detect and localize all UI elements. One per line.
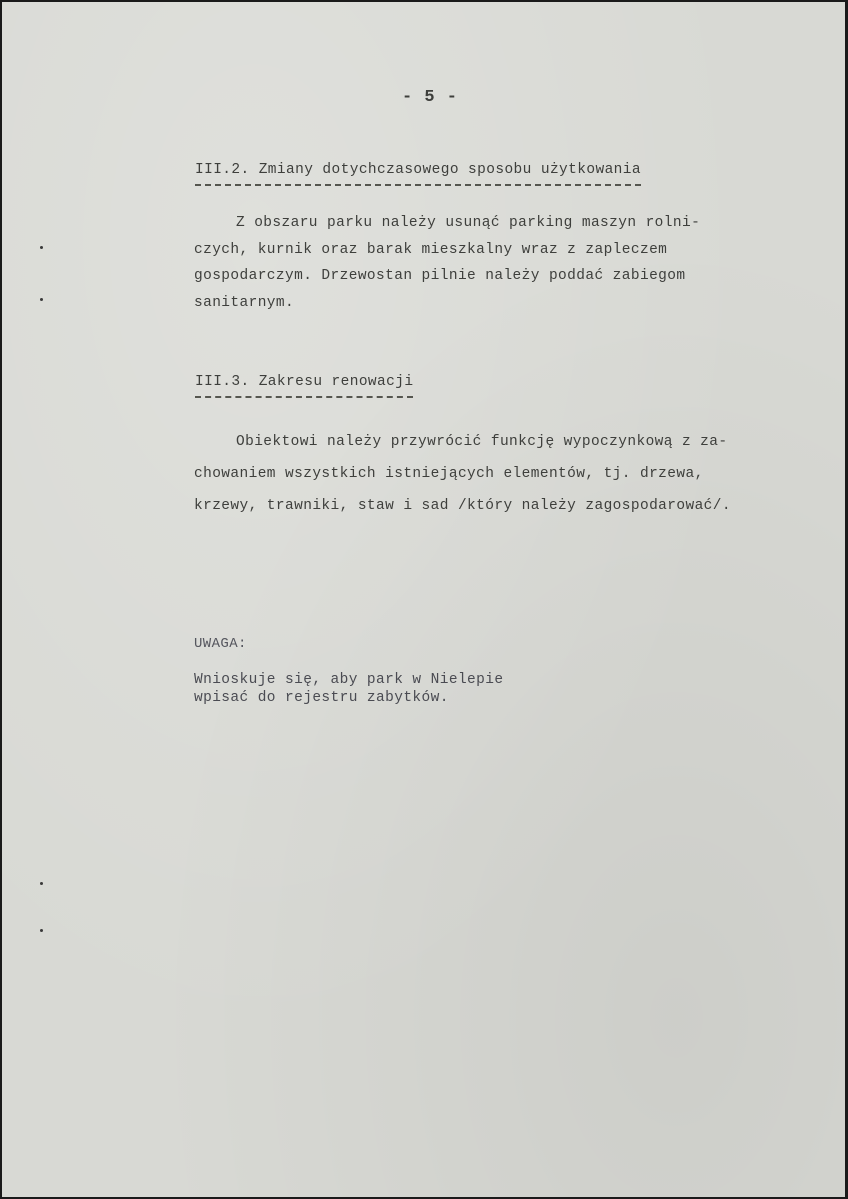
note-line: Wnioskuje się, aby park w Nielepie <box>194 672 504 688</box>
body-line: sanitarnym. <box>194 294 295 311</box>
punch-mark <box>40 246 43 249</box>
section-body-iii-2 <box>194 210 804 316</box>
body-line: Obiektowi należy przywrócić funkcję wypoczynkową z za- <box>236 434 728 450</box>
body-line: krzewy, trawniki, staw i sad /który należy zagospodarować/. <box>194 498 731 514</box>
note-body <box>194 671 503 707</box>
body-line: Z obszaru parku należy usunąć parking maszyn rolni- <box>236 215 701 231</box>
section-body-iii-3 <box>194 426 804 522</box>
punch-mark <box>40 882 43 885</box>
punch-mark <box>40 298 43 301</box>
section-heading-iii-3: III.3. Zakresu renowacji <box>195 374 413 398</box>
punch-mark <box>40 929 43 932</box>
body-line: czych, kurnik oraz barak mieszkalny wraz z zapleczem <box>194 241 668 258</box>
note-line: wpisać do rejestru zabytków. <box>194 690 449 706</box>
note-label: UWAGA: <box>194 636 247 652</box>
section-heading-iii-2: III.2. Zmiany dotychczasowego sposobu użytkowania <box>195 162 641 186</box>
document-page <box>2 2 845 1197</box>
body-line: gospodarczym. Drzewostan pilnie należy poddać zabiegom <box>194 268 686 284</box>
page-number: - 5 - <box>402 88 459 107</box>
body-line: chowaniem wszystkich istniejących elementów, tj. drzewa, <box>194 466 704 482</box>
